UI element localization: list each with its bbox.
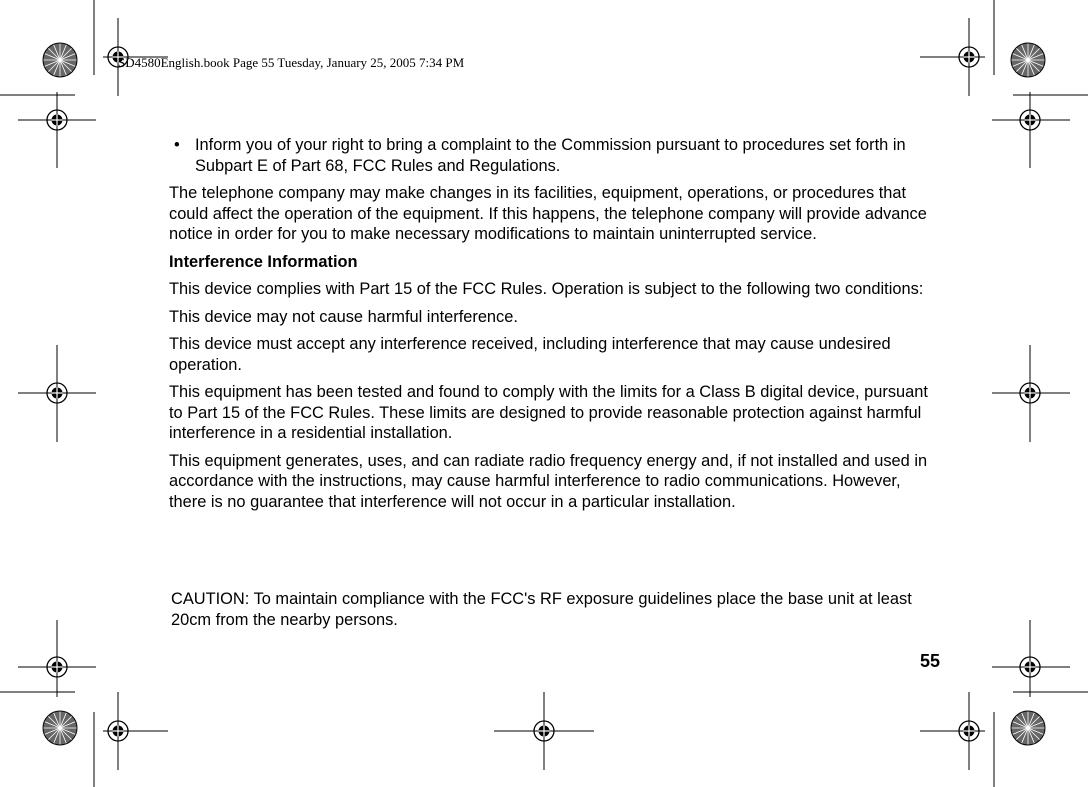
section-heading: Interference Information <box>169 252 358 271</box>
paragraph-complies: This device complies with Part 15 of the FCC Rules. Operation is subject to the following two conditions: <box>169 280 924 298</box>
paragraph-generates: This equipment generates, uses, and can radiate radio frequency energy and, if not installed and used in accordance with the instructions, may cause harmful interference to radio communications. However, there is no guarantee that interference will not occur in a particular installation. <box>169 451 928 511</box>
paragraph-telco-changes: The telephone company may make changes in its facilities, equipment, operations, or procedures that could affect the operation of the equipment. If this happens, the telephone company will provide advance notice in order for you to make necessary modifications to maintain uninterrupted service. <box>169 184 927 243</box>
paragraph-tested: This equipment has been tested and found to comply with the limits for a Class B digital device, pursuant to Part 15 of the FCC Rules. These limits are designed to provide reasonable protection against harmful interference in a residential installation. <box>169 383 928 442</box>
page-number: 55 <box>919 651 940 671</box>
paragraph-accept-interference: This device must accept any interference received, including interference that may cause undesired operation. <box>169 335 891 374</box>
bullet-item <box>169 135 939 176</box>
caution-note: CAUTION: To maintain compliance with the FCC's RF exposure guidelines place the base unit at least 20cm from the nearby persons. <box>171 590 912 629</box>
book-header: SD4580English.book Page 55 Tuesday, January 25, 2005 7:34 PM <box>118 55 465 70</box>
paragraph-no-harmful: This device may not cause harmful interference. <box>169 307 518 326</box>
color-wheel-icon <box>43 711 77 745</box>
color-wheel-icon <box>1011 711 1045 745</box>
bullet-dot: • <box>174 136 180 154</box>
color-wheel-icon <box>43 43 77 77</box>
color-wheel-icon <box>1011 43 1045 77</box>
page-body <box>169 135 939 519</box>
bullet-text: Inform you of your right to bring a complaint to the Commission pursuant to procedures set forth in Subpart E of Part 68, FCC Rules and Regulations. <box>195 136 906 175</box>
